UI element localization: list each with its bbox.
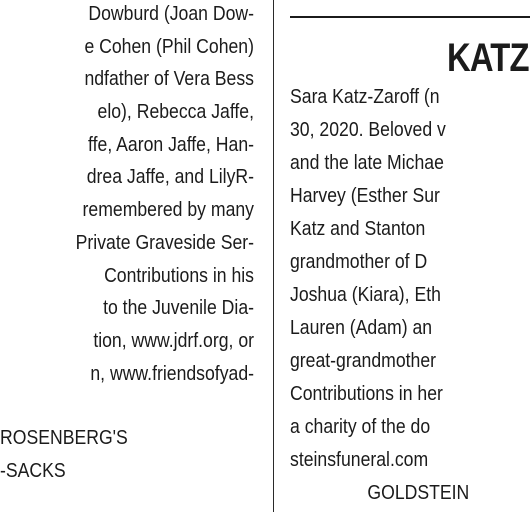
column-divider xyxy=(273,0,274,512)
obituary-text-line: Joshua (Kiara), Eth xyxy=(290,283,441,306)
obituary-text-line: Contributions in his xyxy=(104,263,255,287)
obituary-text-line: drea Jaffe, and LilyR- xyxy=(86,165,254,189)
obituary-text-line: Private Graveside Ser- xyxy=(75,230,254,254)
obituary-text-line: a charity of the do xyxy=(290,415,431,438)
obituary-text-line: great-grandmother xyxy=(290,349,437,372)
obituary-headline: KATZ xyxy=(447,36,529,80)
obituary-text-line: Contributions in her xyxy=(290,382,443,405)
obituary-text-line: 30, 2020. Beloved v xyxy=(290,118,446,141)
headline-rule xyxy=(290,16,530,18)
obituary-text-line: Sara Katz-Zaroff (n xyxy=(290,85,440,108)
obituary-text-line: ffe, Aaron Jaffe, Han- xyxy=(88,132,254,156)
obituary-text-line: remembered by many xyxy=(82,198,255,222)
obituary-text-line: Dowburd (Joan Dow- xyxy=(88,2,254,25)
obituary-text-line: to the Juvenile Dia- xyxy=(103,296,254,320)
obituary-text-line: Katz and Stanton xyxy=(290,217,426,240)
obituary-text-line: tion, www.jdrf.org, or xyxy=(93,328,255,352)
obituary-text-line: and the late Michae xyxy=(290,151,444,174)
obituary-text-line: ndfather of Vera Bess xyxy=(84,67,254,91)
obituary-text-line: Harvey (Esther Sur xyxy=(290,184,440,207)
left-obituary-column xyxy=(0,0,254,488)
obituary-text-line: n, www.friendsofyad- xyxy=(90,361,254,385)
obituary-text-line: grandmother of D xyxy=(290,250,428,273)
obituary-text-line: e Cohen (Phil Cohen) xyxy=(84,34,254,58)
right-obituary-column xyxy=(290,80,498,509)
funeral-home-line: GOLDSTEIN xyxy=(367,481,470,504)
obituary-text-line: elo), Rebecca Jaffe, xyxy=(97,100,254,124)
funeral-home-line: ROSENBERG'S xyxy=(0,426,128,450)
funeral-home-line: -SACKS xyxy=(0,458,66,482)
obituary-text-line: Lauren (Adam) an xyxy=(290,316,433,339)
paragraph-gap xyxy=(0,390,254,422)
obituary-text-line: steinsfuneral.com xyxy=(290,448,429,471)
